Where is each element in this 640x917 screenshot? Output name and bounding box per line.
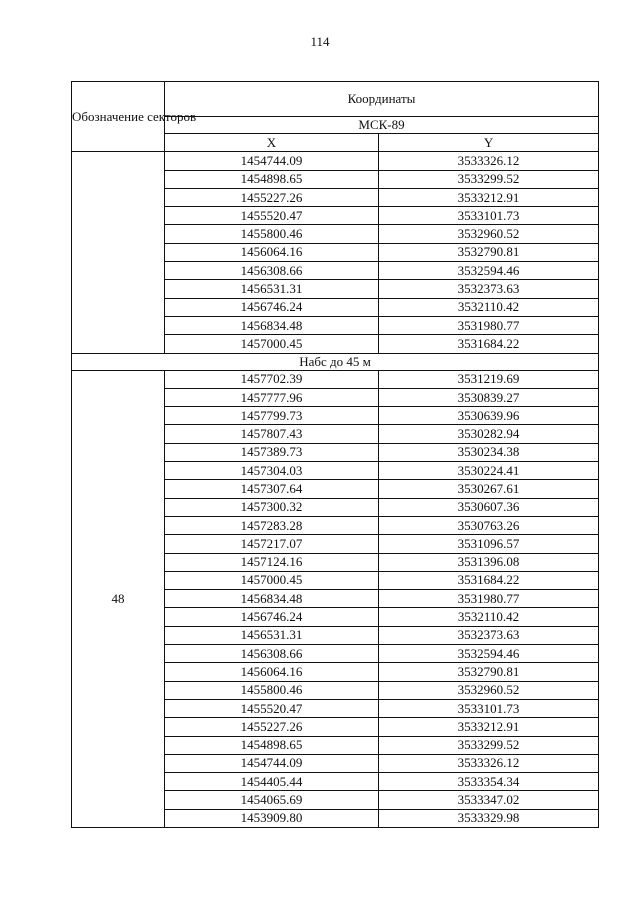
y-cell: 3533101.73	[379, 699, 599, 717]
x-cell: 1457124.16	[165, 553, 379, 571]
block1-body	[72, 152, 599, 353]
y-cell: 3531219.69	[379, 370, 599, 388]
y-column-header: Y	[379, 134, 599, 152]
y-cell: 3530282.94	[379, 425, 599, 443]
sector-cell	[72, 152, 165, 353]
y-cell: 3532373.63	[379, 626, 599, 644]
x-cell: 1454065.69	[165, 791, 379, 809]
x-cell: 1455800.46	[165, 681, 379, 699]
x-cell: 1457307.64	[165, 480, 379, 498]
y-cell: 3532790.81	[379, 243, 599, 261]
separator-row	[72, 353, 599, 370]
coordinate-system-header: МСК-89	[165, 117, 599, 134]
x-cell: 1457000.45	[165, 335, 379, 353]
sector-column-header: Обозначение секторов	[72, 82, 165, 152]
y-cell: 3532960.52	[379, 225, 599, 243]
x-cell: 1456308.66	[165, 262, 379, 280]
x-cell: 1457799.73	[165, 407, 379, 425]
y-cell: 3530234.38	[379, 443, 599, 461]
y-cell: 3532373.63	[379, 280, 599, 298]
y-cell: 3533299.52	[379, 170, 599, 188]
x-cell: 1454898.65	[165, 170, 379, 188]
y-cell: 3533347.02	[379, 791, 599, 809]
y-cell: 3530763.26	[379, 516, 599, 534]
x-cell: 1456308.66	[165, 645, 379, 663]
x-cell: 1457283.28	[165, 516, 379, 534]
y-cell: 3532110.42	[379, 608, 599, 626]
separator-label: Набс до 45 м	[72, 353, 599, 370]
y-cell: 3531980.77	[379, 590, 599, 608]
x-cell: 1454405.44	[165, 773, 379, 791]
x-cell: 1455227.26	[165, 188, 379, 206]
x-cell: 1456746.24	[165, 608, 379, 626]
x-cell: 1455800.46	[165, 225, 379, 243]
y-cell: 3533212.91	[379, 718, 599, 736]
y-cell: 3533326.12	[379, 152, 599, 170]
x-cell: 1455520.47	[165, 699, 379, 717]
x-cell: 1454898.65	[165, 736, 379, 754]
x-cell: 1457702.39	[165, 370, 379, 388]
sector-cell: 48	[72, 370, 165, 827]
y-cell: 3530607.36	[379, 498, 599, 516]
coordinates-header: Координаты	[165, 82, 599, 117]
y-cell: 3532960.52	[379, 681, 599, 699]
x-cell: 1456064.16	[165, 243, 379, 261]
y-cell: 3532594.46	[379, 645, 599, 663]
x-cell: 1456064.16	[165, 663, 379, 681]
x-cell: 1457217.07	[165, 535, 379, 553]
y-cell: 3531684.22	[379, 571, 599, 589]
block2-body	[72, 370, 599, 827]
y-cell: 3532594.46	[379, 262, 599, 280]
y-cell: 3531684.22	[379, 335, 599, 353]
x-cell: 1455227.26	[165, 718, 379, 736]
x-cell: 1455520.47	[165, 207, 379, 225]
x-cell: 1456531.31	[165, 626, 379, 644]
y-cell: 3531096.57	[379, 535, 599, 553]
y-cell: 3533326.12	[379, 754, 599, 772]
y-cell: 3530267.61	[379, 480, 599, 498]
y-cell: 3530224.41	[379, 462, 599, 480]
y-cell: 3533329.98	[379, 809, 599, 827]
y-cell: 3533354.34	[379, 773, 599, 791]
x-cell: 1457777.96	[165, 388, 379, 406]
y-cell: 3531396.08	[379, 553, 599, 571]
y-cell: 3532110.42	[379, 298, 599, 316]
table-row	[72, 370, 599, 388]
y-cell: 3530839.27	[379, 388, 599, 406]
y-cell: 3530639.96	[379, 407, 599, 425]
y-cell: 3533212.91	[379, 188, 599, 206]
x-cell: 1456834.48	[165, 590, 379, 608]
x-cell: 1457300.32	[165, 498, 379, 516]
table-row	[72, 152, 599, 170]
y-cell: 3532790.81	[379, 663, 599, 681]
x-cell: 1457807.43	[165, 425, 379, 443]
x-cell: 1457000.45	[165, 571, 379, 589]
x-cell: 1453909.80	[165, 809, 379, 827]
y-cell: 3531980.77	[379, 316, 599, 334]
x-cell: 1457304.03	[165, 462, 379, 480]
x-cell: 1456746.24	[165, 298, 379, 316]
coordinates-table	[71, 81, 599, 828]
page-number: 114	[310, 34, 330, 49]
x-cell: 1456531.31	[165, 280, 379, 298]
x-cell: 1457389.73	[165, 443, 379, 461]
y-cell: 3533299.52	[379, 736, 599, 754]
x-column-header: X	[165, 134, 379, 152]
x-cell: 1456834.48	[165, 316, 379, 334]
y-cell: 3533101.73	[379, 207, 599, 225]
x-cell: 1454744.09	[165, 754, 379, 772]
x-cell: 1454744.09	[165, 152, 379, 170]
